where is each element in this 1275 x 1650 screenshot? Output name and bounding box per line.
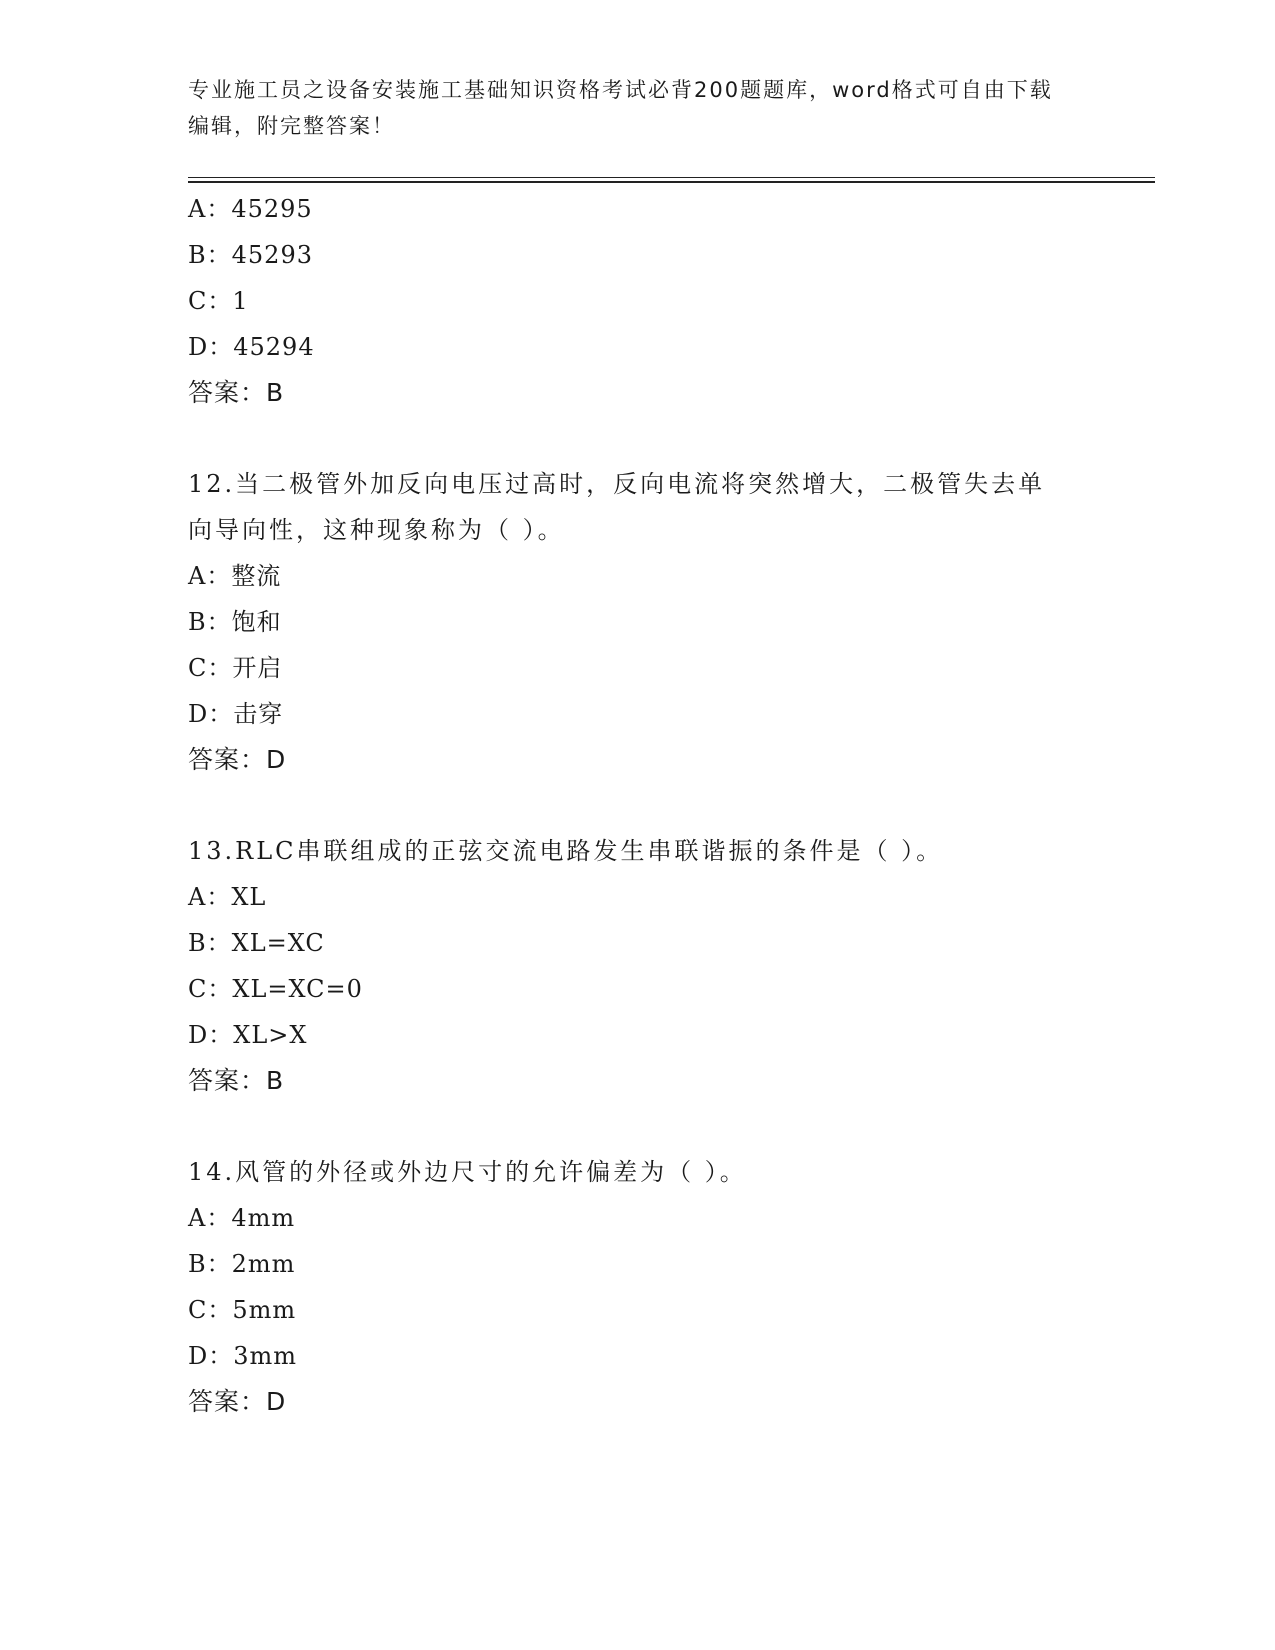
question-list bbox=[188, 186, 1128, 1425]
document-header: 专业施工员之设备安装施工基础知识资格考试必背200题题库，word格式可自由下载编辑，附完整答案！ bbox=[188, 78, 1053, 138]
option-b: B：XL=XC bbox=[188, 929, 325, 957]
question-12 bbox=[188, 461, 1128, 783]
option-c: C：5mm bbox=[188, 1296, 297, 1324]
option-a: A：XL bbox=[188, 883, 267, 911]
spacer bbox=[188, 416, 1128, 461]
option-b: B：2mm bbox=[188, 1250, 296, 1278]
question-14 bbox=[188, 1149, 1128, 1425]
header-rule-thin bbox=[188, 177, 1155, 178]
option-b: B：45293 bbox=[188, 241, 313, 269]
option-b: B：饱和 bbox=[188, 608, 282, 636]
question-11 bbox=[188, 186, 1128, 416]
answer: 答案：D bbox=[188, 1387, 287, 1416]
option-a: A：整流 bbox=[188, 562, 282, 590]
option-a: A：4mm bbox=[188, 1204, 296, 1232]
option-d: D：3mm bbox=[188, 1342, 298, 1370]
option-c: C：XL=XC=0 bbox=[188, 975, 363, 1003]
answer: 答案：B bbox=[188, 1066, 285, 1095]
option-d: D：45294 bbox=[188, 333, 315, 361]
option-c: C：开启 bbox=[188, 654, 283, 682]
question-stem: 14.风管的外径或外边尺寸的允许偏差为（ ）。 bbox=[188, 1158, 747, 1186]
option-d: D：击穿 bbox=[188, 700, 284, 728]
option-c: C：1 bbox=[188, 287, 249, 315]
answer: 答案：D bbox=[188, 745, 287, 774]
question-stem: 12.当二极管外加反向电压过高时，反向电流将突然增大，二极管失去单向导向性，这种现象称为（ ）。 bbox=[188, 470, 1046, 544]
answer: 答案：B bbox=[188, 378, 285, 407]
question-stem: 13.RLC串联组成的正弦交流电路发生串联谐振的条件是（ ）。 bbox=[188, 837, 944, 865]
option-d: D：XL>X bbox=[188, 1021, 308, 1049]
question-13 bbox=[188, 828, 1128, 1104]
header-rule-thick bbox=[188, 181, 1155, 183]
option-a: A：45295 bbox=[188, 195, 313, 223]
spacer bbox=[188, 783, 1128, 828]
spacer bbox=[188, 1104, 1128, 1149]
